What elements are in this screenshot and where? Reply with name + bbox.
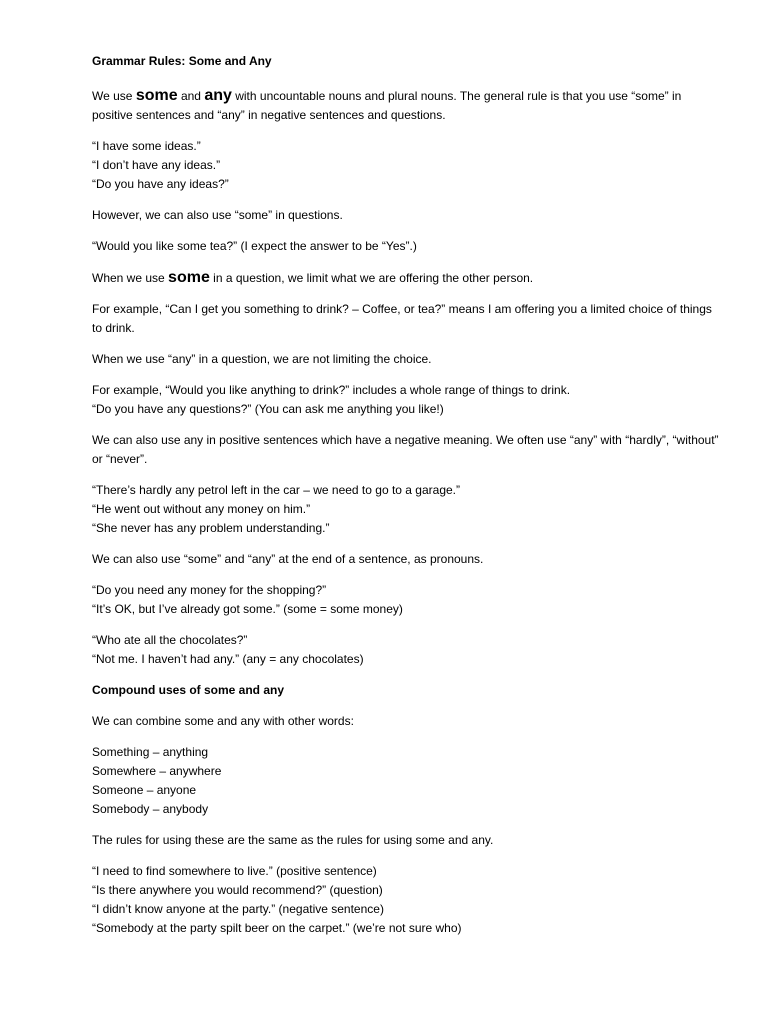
intro-text-3: with uncountable nouns and plural nouns. The general rule is that you use “some” in positive sentences and “any” in negative sentences and questions.: [92, 89, 682, 122]
example-line: “It’s OK, but I’ve already got some.” (some = some money): [92, 602, 403, 616]
drink-example-paragraph: For example, “Can I get you something to drink? – Coffee, or tea?” means I am offering you a limited choice of things to drink.: [92, 302, 712, 335]
page-title: Grammar Rules: Some and Any: [92, 54, 272, 68]
question-rule-some-emphasis: some: [168, 269, 210, 286]
compound-item: Something – anything: [92, 745, 209, 759]
example-line: “There’s hardly any petrol left in the car – we need to go to a garage.”: [92, 483, 460, 497]
examples-chocolates: [92, 631, 722, 669]
examples-any-question: [92, 381, 722, 419]
example-line: “Do you need any money for the shopping?”: [92, 583, 327, 597]
question-rule-paragraph: [92, 268, 722, 288]
example-line: For example, “Would you like anything to drink?” includes a whole range of things to drink.: [92, 383, 571, 397]
example-line: “She never has any problem understanding.”: [92, 521, 330, 535]
compound-item: Somewhere – anywhere: [92, 764, 222, 778]
example-line: “He went out without any money on him.”: [92, 502, 311, 516]
intro-any-emphasis: any: [204, 87, 232, 104]
example-line: “I have some ideas.”: [92, 139, 201, 153]
question-rule-text-1: When we use: [92, 271, 169, 285]
example-line: “Do you have any questions?” (You can ask me anything you like!): [92, 402, 444, 416]
intro-paragraph: [92, 86, 722, 125]
intro-text-1: We use: [92, 89, 136, 103]
document-page: [92, 52, 722, 950]
positive-negative-paragraph: We can also use any in positive sentences which have a negative meaning. We often use “any” with “hardly”, “without” or “never”.: [92, 433, 719, 466]
example-line: “Somebody at the party spilt beer on the carpet.” (we’re not sure who): [92, 921, 462, 935]
examples-negative-meaning: [92, 481, 722, 538]
compound-item: Somebody – anybody: [92, 802, 209, 816]
example-line: “Is there anywhere you would recommend?” (question): [92, 883, 383, 897]
compound-list: [92, 743, 722, 819]
intro-text-2: and: [177, 89, 205, 103]
examples-compound: [92, 862, 722, 938]
tea-example: “Would you like some tea?” (I expect the answer to be “Yes”.): [92, 239, 417, 253]
example-line: “I don’t have any ideas.”: [92, 158, 221, 172]
examples-money: [92, 581, 722, 619]
rules-same-paragraph: The rules for using these are the same as the rules for using some and any.: [92, 833, 494, 847]
examples-basic: [92, 137, 722, 194]
example-line: “I didn’t know anyone at the party.” (negative sentence): [92, 902, 384, 916]
compound-heading: Compound uses of some and any: [92, 683, 285, 697]
any-question-paragraph: When we use “any” in a question, we are not limiting the choice.: [92, 352, 432, 366]
pronouns-paragraph: We can also use “some” and “any” at the end of a sentence, as pronouns.: [92, 552, 484, 566]
example-line: “I need to find somewhere to live.” (positive sentence): [92, 864, 377, 878]
example-line: “Do you have any ideas?”: [92, 177, 229, 191]
however-paragraph: However, we can also use “some” in questions.: [92, 208, 343, 222]
example-line: “Who ate all the chocolates?”: [92, 633, 248, 647]
example-line: “Not me. I haven’t had any.” (any = any chocolates): [92, 652, 364, 666]
combine-paragraph: We can combine some and any with other words:: [92, 714, 354, 728]
intro-some-emphasis: some: [135, 87, 178, 104]
compound-item: Someone – anyone: [92, 783, 197, 797]
question-rule-text-2: in a question, we limit what we are offering the other person.: [209, 271, 534, 285]
